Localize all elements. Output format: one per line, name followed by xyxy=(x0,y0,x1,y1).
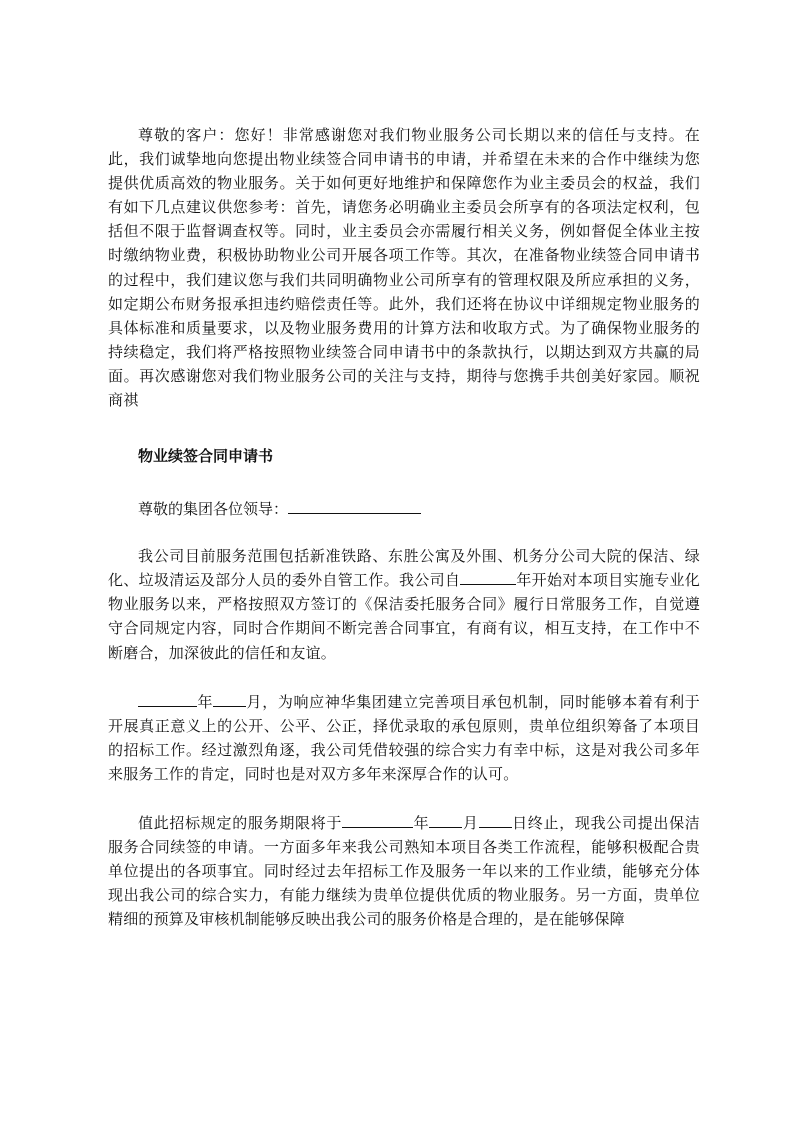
document-title: 物业续签合同申请书 xyxy=(138,447,274,466)
tender-paragraph xyxy=(108,690,700,786)
service-scope-text-a: 我公司目前服务范围包括新准铁路、东胜公寓及外围、机务分公司大院的保洁、绿化、垃圾清运及部分人员的委外自管工作。我公司自 xyxy=(108,547,700,590)
salutation-line xyxy=(108,497,700,521)
tender-text-b: 月，为响应神华集团建立完善项目承包机制，同时能够本着有利于开展真正意义上的公开、公平、公正，择优录取的承包原则，贵单位组织筹备了本项目的招标工作。经过激烈角逐，我公司凭借较强的综合实力有幸中标，这是对我公司多年来服务工作的肯定，同时也是对双方多年来深厚合作的认可。 xyxy=(108,692,700,783)
end-month-blank xyxy=(429,812,462,828)
salutation-text: 尊敬的集团各位领导： xyxy=(138,500,289,519)
renewal-text-b: 年 xyxy=(413,813,430,832)
renewal-text-a: 值此招标规定的服务期限将于 xyxy=(138,813,343,832)
tender-text-a: 年 xyxy=(197,692,214,711)
tender-year-blank xyxy=(138,691,197,707)
end-day-blank xyxy=(479,812,512,828)
renewal-text-d: 日终止，现我公司提出保洁服务合同续签的申请。一方面多年来我公司熟知本项目各类工作流程，能够积极配合贵单位提出的各项事宜。同时经过去年招标工作及服务一年以来的工作业绩，能够充分体现出我公司的综合实力，有能力继续为贵单位提供优质的物业服务。另一方面，贵单位精细的预算及审核机制能够反映出我公司的服务价格是合理的，是在能够保障 xyxy=(108,813,701,929)
renewal-request-paragraph xyxy=(108,811,700,931)
renewal-text-c: 月 xyxy=(462,813,479,832)
intro-paragraph: 尊敬的客户：您好！非常感谢您对我们物业服务公司长期以来的信任与支持。在此，我们诚挚地向您提出物业续签合同申请书的申请，并希望在未来的合作中继续为您提供优质高效的物业服务。关于如何更好地维护和保障您作为业主委员会的权益，我们有如下几点建议供您参考：首先，请您务必明确业主委员会所享有的各项法定权利，包括但不限于监督调查权等。同时，业主委员会亦需履行相关义务，例如督促全体业主按时缴纳物业费，积极协助物业公司开展各项工作等。其次，在准备物业续签合同申请书的过程中，我们建议您与我们共同明确物业公司所享有的管理权限及所应承担的义务，如定期公布财务报承担违约赔偿责任等。此外，我们还将在协议中详细规定物业服务的具体标准和质量要求，以及物业服务费用的计算方法和收取方式。为了确保物业服务的持续稳定，我们将严格按照物业续签合同申请书中的条款执行，以期达到双方共赢的局面。再次感谢您对我们物业服务公司的关注与支持，期待与您携手共创美好家园。顺祝商祺 xyxy=(108,126,700,410)
service-scope-paragraph xyxy=(108,544,700,664)
document-page xyxy=(108,123,700,931)
tender-month-blank xyxy=(213,691,246,707)
end-year-blank xyxy=(342,812,413,828)
service-scope-text-b: 年开始对本项目实施专业化物业服务以来，严格按照双方签订的《保洁委托服务合同》履行日常服务工作，自觉遵守合同规定内容，同时合作期间不断完善合同事宜，有商有议，相互支持，在工作中不断磨合，加深彼此的信任和友谊。 xyxy=(108,571,701,662)
recipient-blank xyxy=(288,498,421,514)
start-year-blank xyxy=(460,569,516,585)
